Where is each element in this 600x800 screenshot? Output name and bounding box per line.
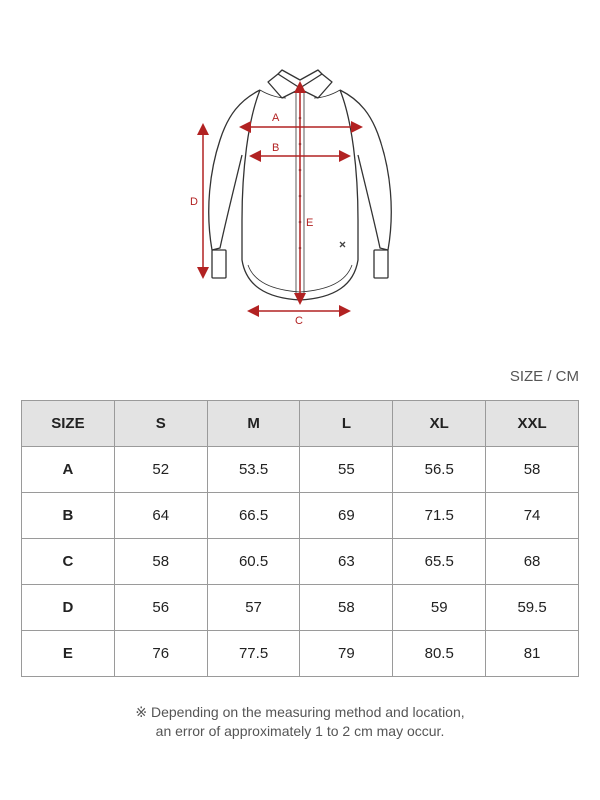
- table-cell: 79: [300, 631, 393, 677]
- table-cell: 74: [486, 493, 579, 539]
- note-line-1: ※ Depending on the measuring method and location,: [135, 704, 465, 720]
- table-cell: 55: [300, 447, 393, 493]
- note-line-2: an error of approximately 1 to 2 cm may occur.: [155, 723, 445, 739]
- table-header-cell: M: [207, 401, 300, 447]
- table-row: [22, 585, 579, 631]
- row-label: D: [22, 585, 115, 631]
- table-row: [22, 631, 579, 677]
- table-cell: 53.5: [207, 447, 300, 493]
- table-cell: 63: [300, 539, 393, 585]
- shirt-measurement-diagram: [180, 60, 420, 340]
- table-cell: 71.5: [393, 493, 486, 539]
- table-cell: 59: [393, 585, 486, 631]
- table-cell: 65.5: [393, 539, 486, 585]
- measure-d-label: D: [190, 196, 198, 208]
- table-cell: 58: [300, 585, 393, 631]
- table-cell: 77.5: [207, 631, 300, 677]
- table-header-cell: SIZE: [22, 401, 115, 447]
- table-cell: 80.5: [393, 631, 486, 677]
- measure-e-label: E: [306, 217, 314, 229]
- table-cell: 68: [486, 539, 579, 585]
- table-row: [22, 447, 579, 493]
- logo-mark-icon: [340, 242, 345, 247]
- table-cell: 56: [114, 585, 207, 631]
- size-chart-table: [21, 400, 579, 677]
- row-label: C: [22, 539, 115, 585]
- table-header-cell: L: [300, 401, 393, 447]
- row-label: A: [22, 447, 115, 493]
- table-cell: 60.5: [207, 539, 300, 585]
- table-cell: 57: [207, 585, 300, 631]
- table-cell: 66.5: [207, 493, 300, 539]
- table-cell: 59.5: [486, 585, 579, 631]
- measurement-note: [0, 703, 600, 741]
- measure-b-label: B: [272, 142, 280, 154]
- table-cell: 64: [114, 493, 207, 539]
- table-cell: 69: [300, 493, 393, 539]
- table-cell: 58: [486, 447, 579, 493]
- row-label: E: [22, 631, 115, 677]
- table-header-cell: XL: [393, 401, 486, 447]
- table-cell: 76: [114, 631, 207, 677]
- row-label: B: [22, 493, 115, 539]
- table-row: [22, 493, 579, 539]
- table-cell: 56.5: [393, 447, 486, 493]
- measure-a-label: A: [272, 112, 280, 124]
- measure-c-label: C: [295, 315, 303, 327]
- table-row: [22, 539, 579, 585]
- table-header-cell: XXL: [486, 401, 579, 447]
- shirt-illustration: [180, 60, 420, 340]
- table-cell: 81: [486, 631, 579, 677]
- table-cell: 58: [114, 539, 207, 585]
- table-header-row: [22, 401, 579, 447]
- table-header-cell: S: [114, 401, 207, 447]
- table-cell: 52: [114, 447, 207, 493]
- unit-label: SIZE / CM: [509, 368, 579, 385]
